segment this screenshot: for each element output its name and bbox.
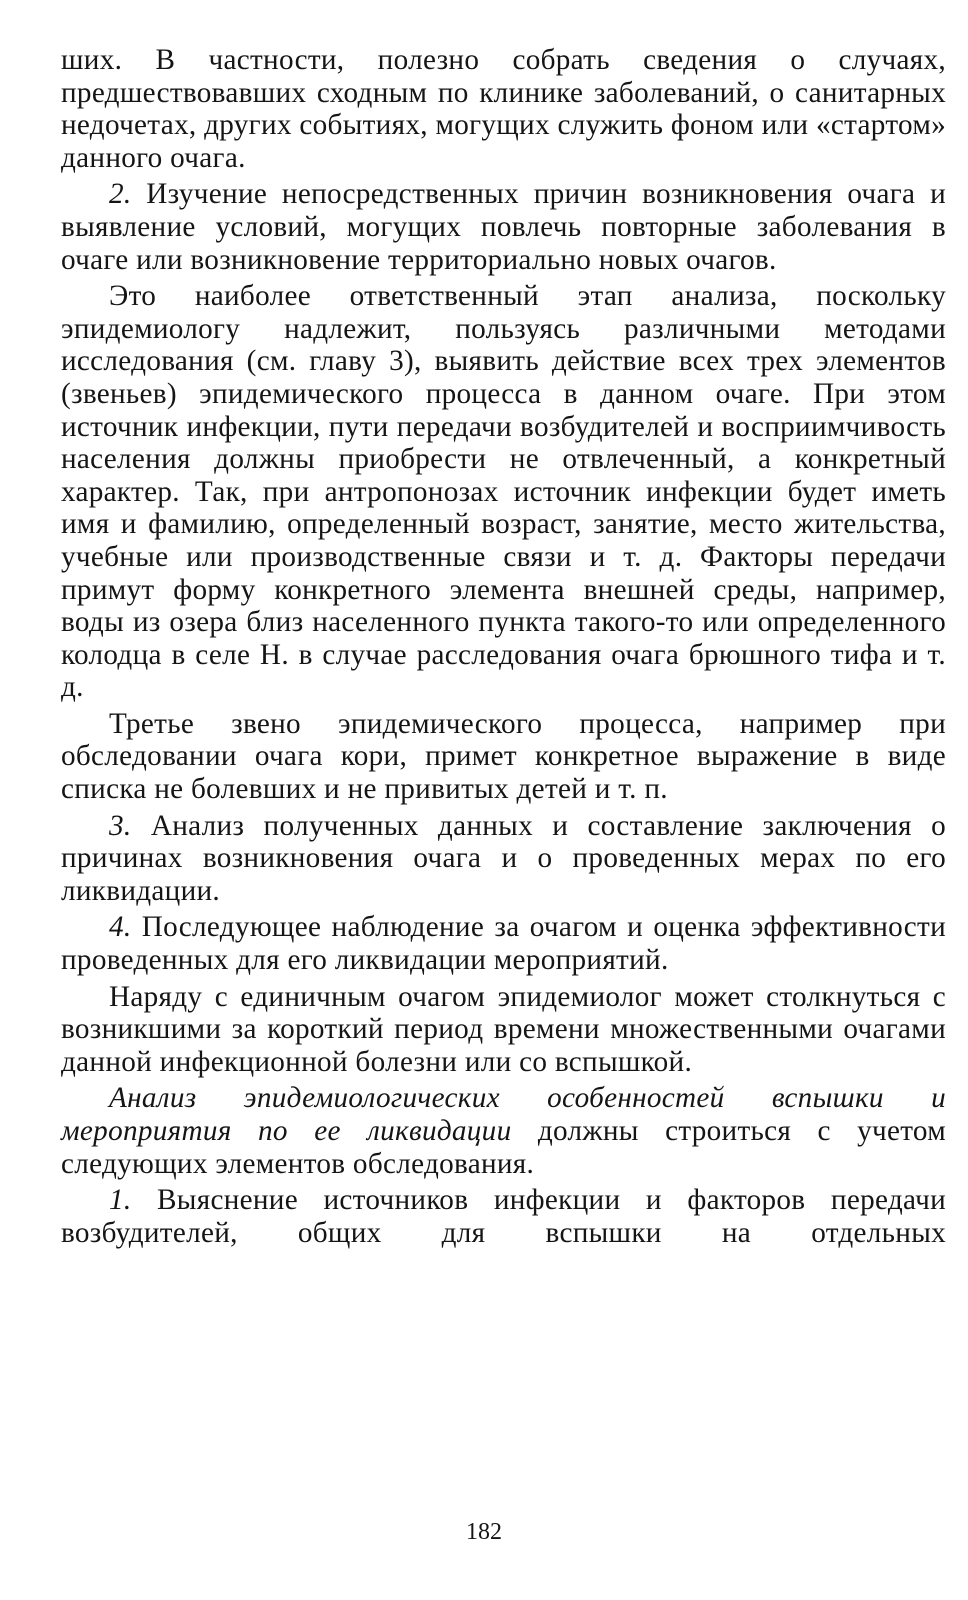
paragraph-analysis-stage xyxy=(61,280,946,704)
paragraph-text: Наряду с единичным очагом эпидемиолог может столкнуться с возникшими за короткий период времени множественными очагами данной инфекционной болезни или со вспышкой. xyxy=(61,980,946,1078)
paragraph-text: Это наиболее ответственный этап анализа, поскольку эпидемиологу надлежит, пользуясь различными методами исследования (см. главу 3), выявить действие всех трех элементов (звеньев) эпидемического процесса в данном очаге. При этом источник инфекции, пути передачи возбудителей и восприимчивость населения должны приобрести не отвлеченный, а конкретный характер. Так, при антропонозах источник инфекции будет иметь имя и фамилию, определенный возраст, занятие, место жительства, учебные или производственные связи и т. д. Факторы передачи примут форму конкретного элемента внешней среды, например, воды из озера близ населенного пункта такого-то или определенного колодца в селе Н. в случае расследования очага брюшного тифа и т. д. xyxy=(61,280,946,704)
page-number: 182 xyxy=(466,1519,502,1545)
paragraph-text: Последующее наблюдение за очагом и оценка эффективности проведенных для его ликвидации мероприятий. xyxy=(61,911,946,977)
item-number: 1. xyxy=(109,1184,132,1217)
paragraph-text: должны строиться с учетом следующих элементов обследования. xyxy=(61,1115,947,1180)
item-number: 2. xyxy=(109,178,132,211)
paragraph-outbreak-analysis xyxy=(61,1082,946,1180)
italic-heading-text: Анализ эпидемиологических особенностей вспышки и мероприятия по ее ликвидации xyxy=(61,1082,946,1147)
paragraph-text: Выяснение источников инфекции и факторов передачи возбудителей, общих для вспышки на отдельных xyxy=(61,1184,946,1249)
paragraph-continuation xyxy=(61,44,946,174)
paragraph-item-1-outbreak xyxy=(61,1184,946,1249)
paragraph-item-4 xyxy=(61,911,946,976)
item-number: 4. xyxy=(109,911,132,944)
paragraph-text: Анализ полученных данных и составление заключения о причинах возникновения очага и о проведенных мерах по его ликвидации. xyxy=(61,809,946,907)
paragraph-third-link xyxy=(61,708,946,806)
paragraph-item-3 xyxy=(61,810,946,908)
paragraph-text: Изучение непосредственных причин возникновения очага и выявление условий, могущих повлечь повторные заболевания в очаге или возникновение территориально новых очагов. xyxy=(61,178,946,276)
item-number: 3. xyxy=(109,809,132,842)
paragraph-outbreak-intro xyxy=(61,981,946,1079)
paragraph-item-2 xyxy=(61,178,946,276)
page-body xyxy=(61,44,946,1249)
paragraph-text: ших. В частности, полезно собрать сведения о случаях, предшествовавших сходным по клинике заболеваний, о санитарных недочетах, других событиях, могущих служить фоном или «стартом» данного очага. xyxy=(61,44,946,174)
paragraph-text: Третье звено эпидемического процесса, например при обследовании очага кори, примет конкретное выражение в виде списка не болевших и не привитых детей и т. п. xyxy=(61,707,946,806)
